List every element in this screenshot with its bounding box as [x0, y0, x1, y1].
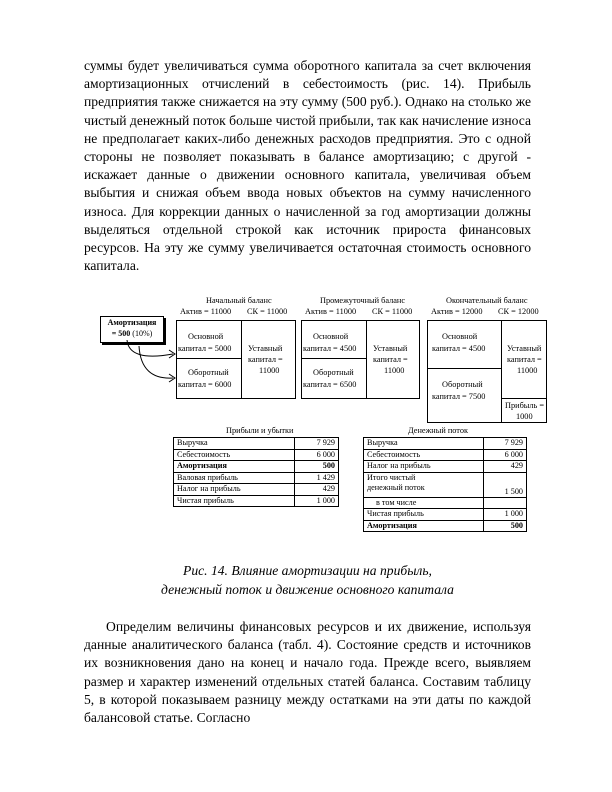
balance-initial-title: Начальный баланс — [206, 296, 272, 305]
balance-final-fixed-2: капитал = 4500 — [432, 344, 486, 353]
table-row: Себестоимость 6 000 — [364, 449, 527, 461]
table-row: Чистая прибыль 1 000 — [174, 495, 339, 507]
balance-initial-charter-1: Уставный — [248, 344, 283, 353]
balance-initial-working-1: Оборотный — [188, 368, 229, 377]
balance-initial-fixed-1: Основной — [188, 332, 224, 341]
pl-title: Прибыли и убытки — [226, 426, 294, 435]
balance-interim-working-1: Оборотный — [313, 368, 354, 377]
pl-table — [173, 437, 339, 507]
cf-table — [363, 437, 527, 532]
balance-final-working-2: капитал = 7500 — [432, 392, 486, 401]
table-row: Валовая прибыль 1 429 — [174, 472, 339, 484]
body-paragraph-1: суммы будет увеличиваться сумма оборотного капитала за счет включения амортизационных отчислений в себестоимость (рис. 14). Прибыль предприятия также снижается на эту сумму (500 руб.). Однако на столько же чистый денежный поток больше чистой прибыли, так как начисление износа не предполагает каких-либо денежных расходов предприятия. Это с одной стороны не позволяет показывать в балансе амортизацию; с другой - искажает данные о движении основного капитала, увеличивая объем выбытия и снижая объем ввода новых объектов на сумму начисленного износа. Для коррекции данных о начисленной за год амортизации должны выделяться отдельной строкой как источник прироста финансовых ресурсов. На эту же сумму увеличивается остаточная стоимость основного капитала. — [84, 58, 531, 274]
figure-caption-2: денежный поток и движение основного капитала — [161, 582, 454, 597]
table-row: Чистая прибыль 1 000 — [364, 509, 527, 521]
balance-initial-working-2: капитал = 6000 — [178, 380, 232, 389]
balance-interim-working-2: капитал = 6500 — [303, 380, 357, 389]
balance-final-profit-1: Прибыль = — [505, 401, 545, 410]
table-row: Налог на прибыль 429 — [364, 461, 527, 473]
amortization-label: Амортизация — [107, 318, 157, 327]
table-row: Выручка 7 929 — [364, 438, 527, 450]
figure-caption-1: Рис. 14. Влияние амортизации на прибыль, — [183, 563, 432, 578]
balance-final-charter-1: Уставный — [507, 344, 542, 353]
balance-interim-ck: СК = 11000 — [372, 307, 413, 316]
table-row: Себестоимость 6 000 — [174, 449, 339, 461]
balance-final-fixed-1: Основной — [442, 332, 478, 341]
balance-interim-assets: Актив = 11000 — [305, 307, 357, 316]
table-row: Амортизация 500 — [174, 461, 339, 473]
body-paragraph-2: Определим величины финансовых ресурсов и их движение, используя данные аналитического баланса (табл. 4). Состояние средств и источников их возникновения дано на конец и начало года. Прежде всего, выявляем размер и характер изменений отдельных статей баланса. Составим таблицу 5, в которой показываем разницу между остатками на эти даты по каждой балансовой статье. Согласно — [84, 619, 531, 726]
balance-final-ck: СК = 12000 — [498, 307, 539, 316]
balance-interim-charter-2: капитал = — [373, 355, 408, 364]
balance-interim-charter-1: Уставный — [373, 344, 408, 353]
cf-title: Денежный поток — [408, 426, 469, 435]
balance-initial-fixed-2: капитал = 5000 — [178, 344, 232, 353]
balance-final-title: Окончательный баланс — [446, 296, 528, 305]
balance-interim-fixed-1: Основной — [313, 332, 349, 341]
balance-interim-charter-3: 11000 — [384, 366, 405, 375]
balance-initial-assets: Актив = 11000 — [180, 307, 232, 316]
balance-initial-charter-3: 11000 — [259, 366, 280, 375]
table-row: Налог на прибыль 429 — [174, 484, 339, 496]
table-row: Амортизация 500 — [364, 520, 527, 532]
balance-interim-fixed-2: капитал = 4500 — [303, 344, 357, 353]
balance-interim-title: Промежуточный баланс — [320, 296, 406, 305]
balance-final-charter-2: капитал = — [507, 355, 542, 364]
table-row: Выручка 7 929 — [174, 438, 339, 450]
balance-initial-charter-2: капитал = — [248, 355, 283, 364]
balance-final-assets: Актив = 12000 — [431, 307, 483, 316]
amortization-value: = 500 — [111, 329, 131, 338]
balance-final-working-1: Оборотный — [442, 380, 483, 389]
table-row: в том числе — [364, 497, 527, 509]
amortization-pct: (10%) — [132, 329, 153, 338]
amortization-callout — [100, 316, 164, 343]
balance-final-charter-3: 11000 — [517, 366, 538, 375]
balance-initial-ck: СК = 11000 — [247, 307, 288, 316]
balance-final-profit-2: 1000 — [516, 412, 533, 421]
table-row: Итого чистый денежный поток 1 500 — [364, 472, 527, 497]
